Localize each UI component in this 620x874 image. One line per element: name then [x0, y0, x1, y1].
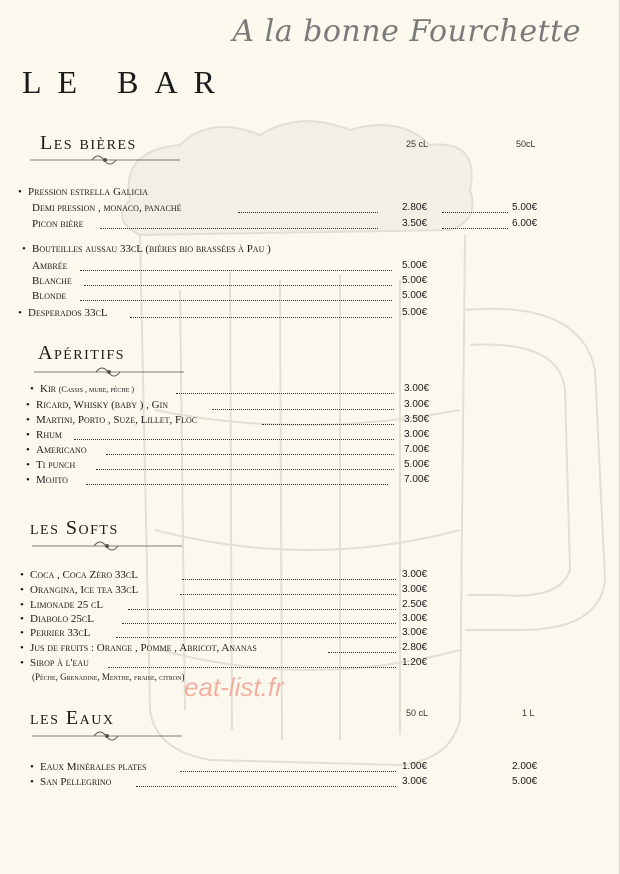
- price: 3.00€: [404, 399, 430, 410]
- price: 5.00€: [402, 275, 428, 286]
- menu-row: • Pression estrella Galicia: [18, 186, 149, 198]
- menu-row: • Sirop à l'eau: [20, 657, 89, 669]
- menu-row: • Desperados 33cL: [18, 307, 108, 319]
- menu-row: • Diabolo 25cL: [20, 613, 94, 625]
- price: 3.00€: [402, 613, 428, 624]
- menu-row: Blonde: [32, 290, 67, 302]
- menu-row: • Ti punch: [26, 459, 76, 471]
- section-title-bieres: Les bières: [40, 132, 137, 154]
- watermark: eat-list.fr: [184, 672, 284, 702]
- ornament-divider-icon: [32, 730, 182, 742]
- menu-row: • Ricard, Whisky (baby ) , Gin: [26, 399, 169, 411]
- ornament-divider-icon: [34, 366, 184, 378]
- leader-dots: [442, 211, 508, 213]
- menu-row: Ambrée: [32, 260, 68, 272]
- leader-dots: [238, 211, 378, 213]
- leader-dots: [100, 227, 378, 229]
- price: 2.50€: [402, 599, 428, 610]
- price: 5.00€: [404, 459, 430, 470]
- menu-row: • Limonade 25 cL: [20, 599, 104, 611]
- leader-dots: [262, 423, 394, 425]
- leader-dots: [106, 453, 394, 455]
- menu-row: • Martini, Porto , Suze, Lillet, Floc: [26, 414, 198, 426]
- price: 3.00€: [402, 627, 428, 638]
- restaurant-brand: A la bonne Fourchette: [232, 14, 581, 49]
- price: 7.00€: [404, 474, 430, 485]
- leader-dots: [212, 408, 394, 410]
- price: 3.00€: [402, 584, 428, 595]
- price: 5.00€: [402, 290, 428, 301]
- price-25cl: 3.50€: [402, 218, 428, 229]
- leader-dots: [328, 651, 396, 653]
- leader-dots: [122, 622, 396, 624]
- leader-dots: [108, 666, 396, 668]
- section-title-eaux: les Eaux: [30, 707, 115, 729]
- price-50cl: 1.00€: [402, 761, 428, 772]
- menu-row: • Bouteilles aussau 33cL (bières bio brassées à Pau ): [22, 243, 271, 255]
- leader-dots: [442, 227, 508, 229]
- price-50cl: 5.00€: [512, 202, 538, 213]
- menu-row: • Eaux Minérales plates: [30, 761, 147, 773]
- leader-dots: [130, 316, 392, 318]
- menu-row: Demi pression , monaco, panaché: [32, 202, 182, 214]
- leader-dots: [80, 269, 392, 271]
- price-1l: 2.00€: [512, 761, 538, 772]
- leader-dots: [80, 299, 392, 301]
- price-50cl: 6.00€: [512, 218, 538, 229]
- price-25cl: 2.80€: [402, 202, 428, 213]
- price: 3.00€: [402, 569, 428, 580]
- menu-row: • Orangina, Ice tea 33cL: [20, 584, 139, 596]
- menu-row: Blanche: [32, 275, 72, 287]
- price: 3.00€: [404, 383, 430, 394]
- beer-mug-illustration: [100, 110, 620, 830]
- menu-row: • Americano: [26, 444, 87, 456]
- leader-dots: [74, 438, 394, 440]
- col-header-1l: 1 L: [522, 708, 535, 718]
- menu-row: • San Pellegrino: [30, 776, 112, 788]
- menu-row: • Coca , Coca Zéro 33cL: [20, 569, 138, 581]
- section-title-aperitifs: Apéritifs: [38, 342, 126, 364]
- col-header-50cl: 50 cL: [406, 708, 429, 718]
- leader-dots: [128, 608, 396, 610]
- menu-row: • Rhum: [26, 429, 63, 441]
- price: 5.00€: [402, 260, 428, 271]
- price-50cl: 3.00€: [402, 776, 428, 787]
- leader-dots: [116, 636, 396, 638]
- leader-dots: [84, 284, 392, 286]
- sirop-flavours: (Pêche, Grenadine, Menthe, fraise, citron): [32, 672, 185, 682]
- ornament-divider-icon: [30, 154, 180, 166]
- leader-dots: [180, 593, 396, 595]
- menu-row: • Jus de fruits : Orange , Pomme , Abricot, Ananas: [20, 642, 257, 654]
- menu-row: • Kir (Cassis , mure, pêche ): [30, 383, 135, 395]
- col-header-50cl: 50cL: [516, 139, 536, 149]
- menu-row: • Mojito: [26, 474, 68, 486]
- price: 3.00€: [404, 429, 430, 440]
- leader-dots: [86, 483, 388, 485]
- leader-dots: [96, 468, 394, 470]
- price: 5.00€: [402, 307, 428, 318]
- price-1l: 5.00€: [512, 776, 538, 787]
- menu-row: Picon bière: [32, 218, 84, 230]
- price: 7.00€: [404, 444, 430, 455]
- leader-dots: [136, 785, 396, 787]
- col-header-25cl: 25 cL: [406, 139, 429, 149]
- price: 3.50€: [404, 414, 430, 425]
- leader-dots: [182, 578, 396, 580]
- price: 2.80€: [402, 642, 428, 653]
- leader-dots: [180, 770, 396, 772]
- leader-dots: [176, 392, 394, 394]
- page-title: LE BAR: [22, 64, 231, 100]
- price: 1.20€: [402, 657, 428, 668]
- menu-row: • Perrier 33cL: [20, 627, 91, 639]
- ornament-divider-icon: [32, 540, 182, 552]
- section-title-softs: les Softs: [30, 517, 119, 539]
